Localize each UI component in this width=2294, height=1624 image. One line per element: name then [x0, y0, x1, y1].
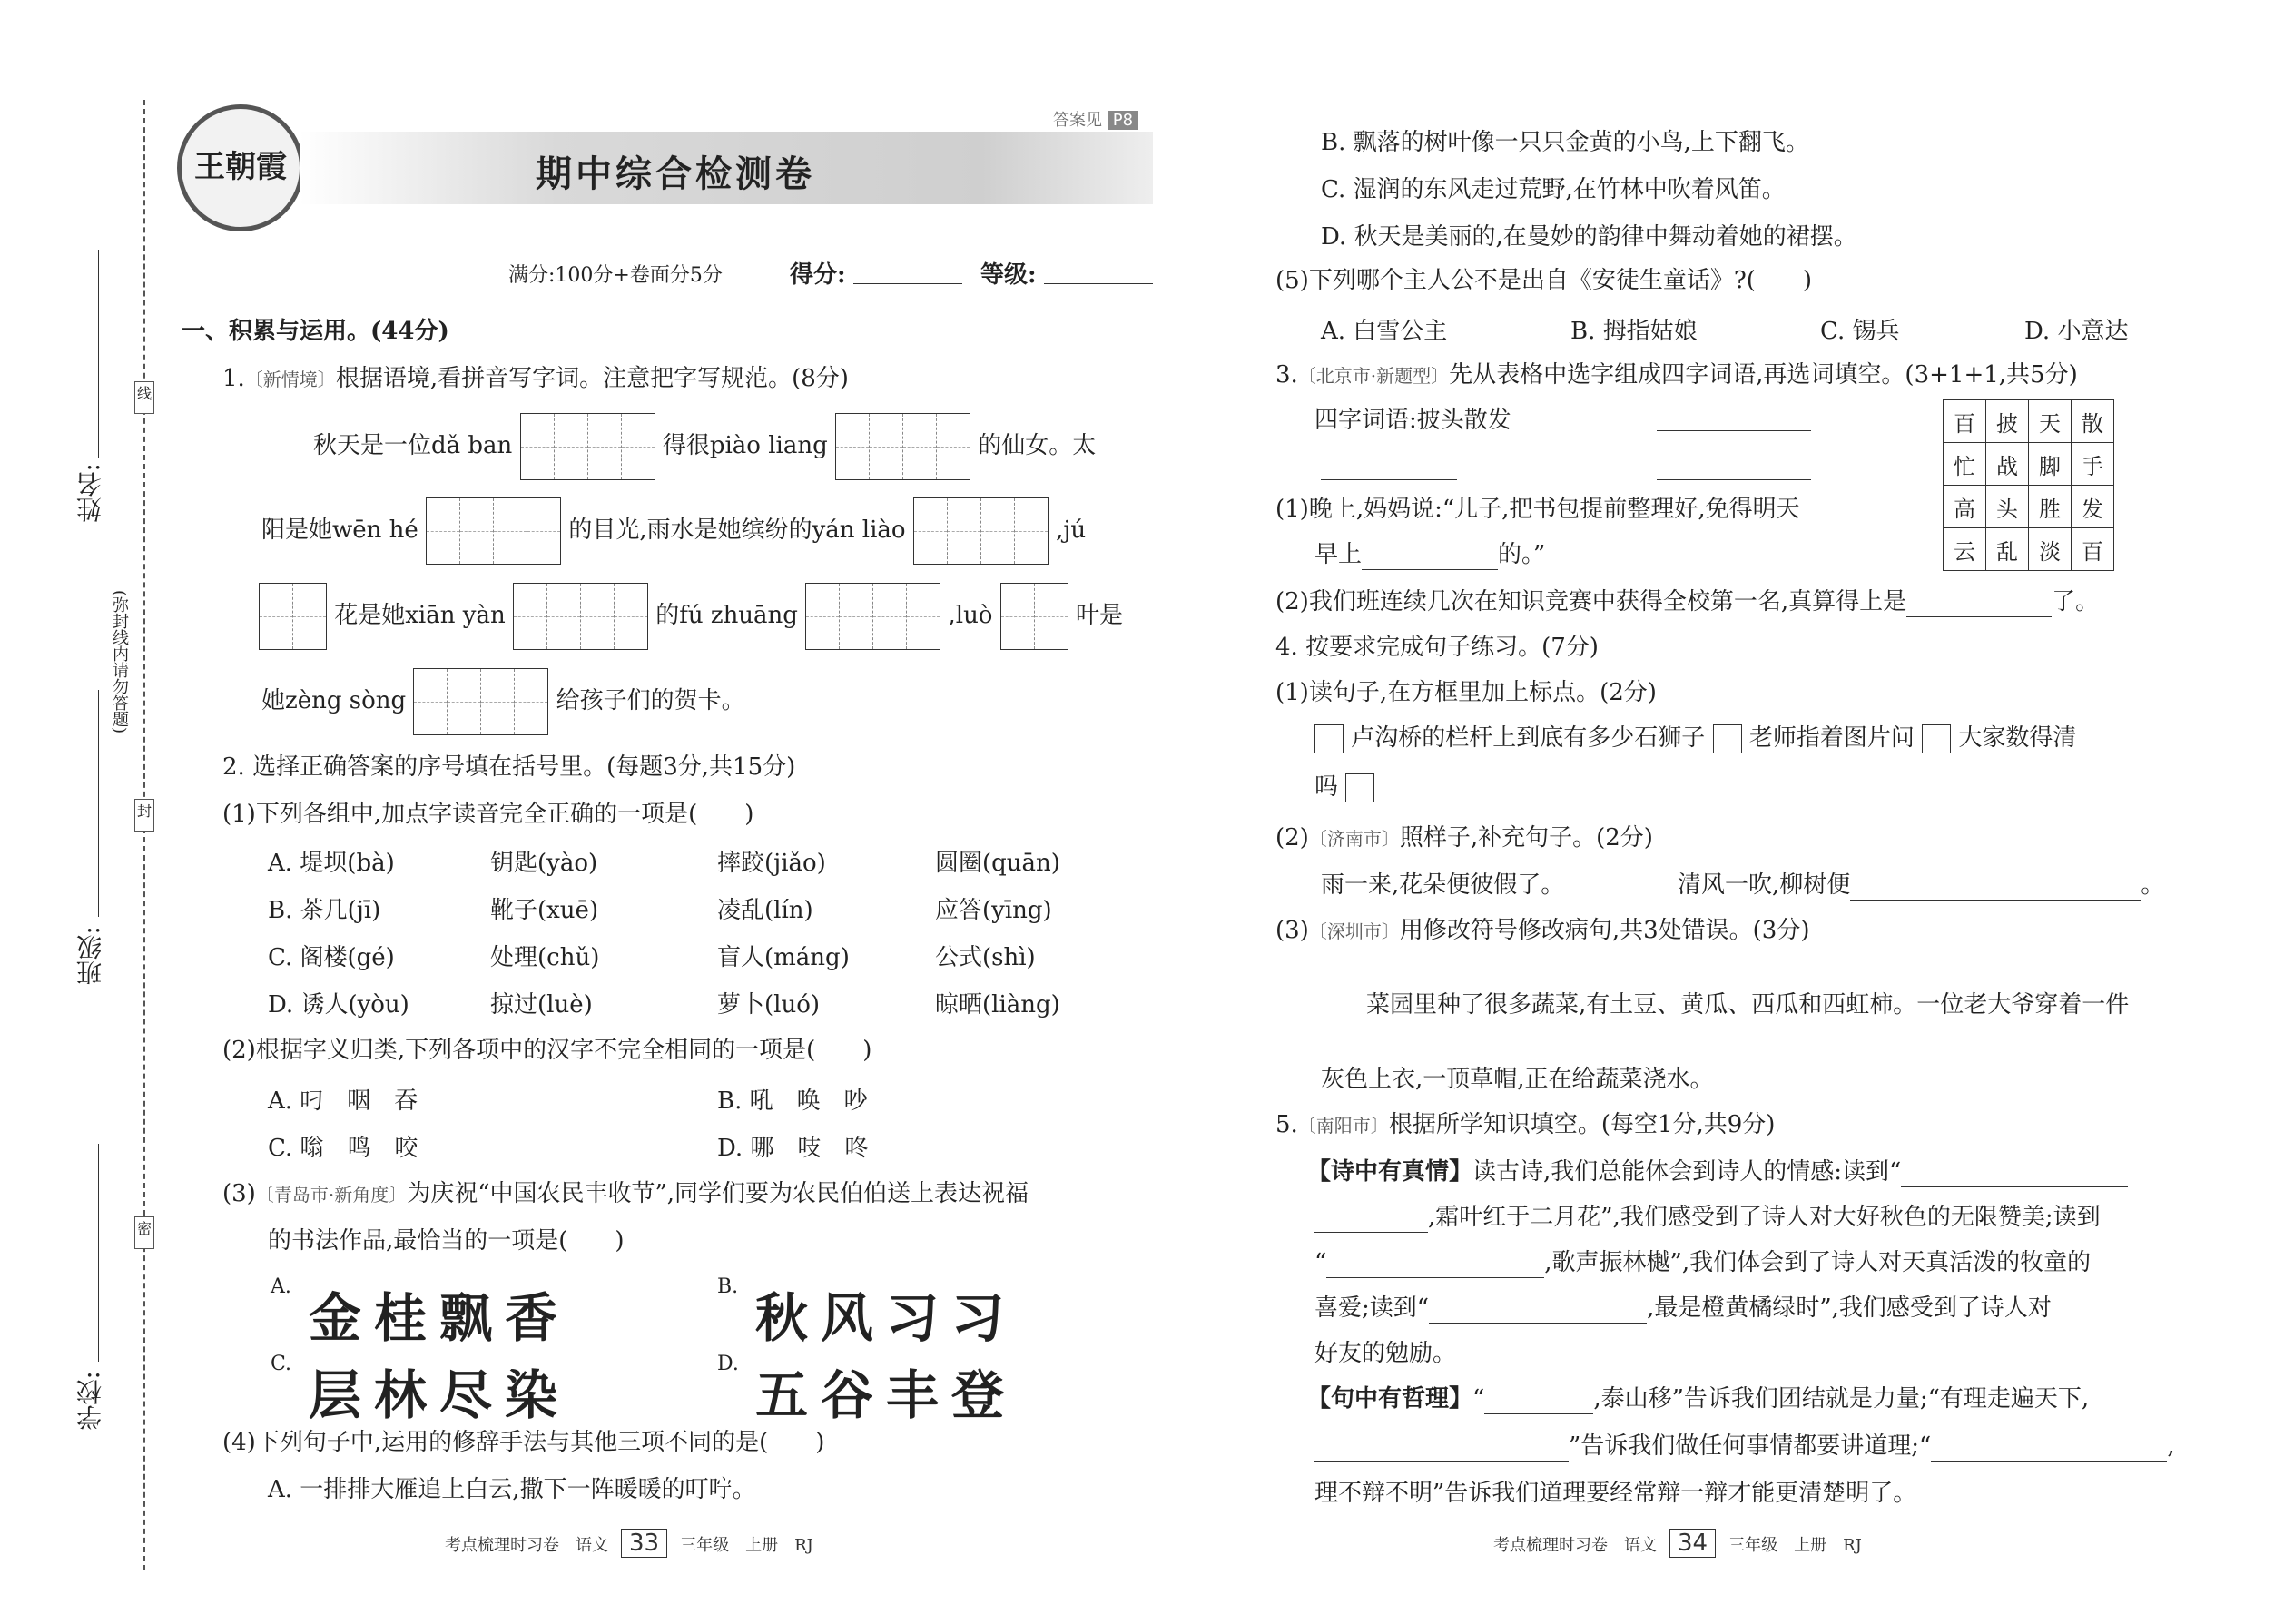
char-cell: 淡 — [2029, 528, 2072, 571]
q2-p1-a2: 钥匙(yào) — [490, 850, 598, 877]
brand-logo — [177, 104, 304, 231]
calli-label-a: A. — [271, 1275, 291, 1298]
char-cell: 脚 — [2029, 443, 2072, 486]
q3-s1-blank[interactable] — [1362, 546, 1498, 570]
char-cell: 头 — [1986, 486, 2029, 528]
q2-p3-tag: 〔青岛市·新角度〕 — [255, 1184, 408, 1206]
q5-blank-3[interactable] — [1429, 1299, 1647, 1324]
q5-line-6: 【句中有哲理】“ ,泰山移”告诉我们团结就是力量;“有理走遍天下, — [1307, 1385, 2090, 1412]
calli-option-d: 五谷丰登 — [755, 1364, 1018, 1426]
q2-p1-c2: 处理(chǔ) — [490, 944, 600, 971]
q2-p4-c: C. 湿润的东风走过荒野,在竹林中吹着风笛。 — [1321, 176, 1786, 203]
q2-p1-d4: 晾晒(liàng) — [935, 991, 1060, 1019]
q2-heading: 2. 选择正确答案的序号填在括号里。(每题3分,共15分) — [222, 753, 796, 781]
score-field[interactable] — [853, 283, 962, 284]
pinyin-box-piaoliang[interactable] — [835, 413, 970, 480]
calli-label-d: D. — [717, 1353, 739, 1375]
calli-label-c: C. — [271, 1353, 292, 1375]
char-cell: 高 — [1944, 486, 1986, 528]
name-label: 姓名: — [75, 463, 105, 523]
q2-p3-cont: 的书法作品,最恰当的一项是( ) — [268, 1227, 625, 1255]
q2-p1-c1: C. 阁楼(gé) — [268, 944, 395, 971]
q5-blank-4[interactable] — [1484, 1390, 1593, 1414]
q2-p2-c: C. 嗡 鸣 咬 — [268, 1135, 418, 1162]
binding-mark-seal: 封 — [134, 799, 154, 832]
class-label: 班级: — [75, 926, 105, 986]
q2-p4-b: B. 飘落的树叶像一只只金黄的小鸟,上下翻飞。 — [1321, 129, 1809, 156]
q5-blank-2[interactable] — [1326, 1254, 1544, 1278]
pinyin-box-luo[interactable] — [1000, 583, 1068, 650]
q2-p5-a: A. 白雪公主 — [1321, 318, 1448, 345]
q3-s2-blank[interactable] — [1906, 593, 2052, 617]
q2-p5: (5)下列哪个主人公不是出自《安徒生童话》?( ) — [1275, 267, 1813, 294]
q5-line-8: 理不辩不明”告诉我们道理要经常辩一辩才能更清楚明了。 — [1314, 1480, 1917, 1507]
binding-mark-line: 线 — [134, 381, 154, 414]
footer-right: 考点梳理时习卷 语文 34 三年级 上册 RJ — [1493, 1530, 1862, 1557]
q3-word-blank-3[interactable] — [1321, 479, 1457, 480]
q2-p1-a4: 圆圈(quān) — [935, 850, 1060, 877]
pinyin-box-wenhe[interactable] — [426, 497, 561, 565]
seal-note: (弥封线内请勿答题) — [110, 590, 129, 734]
q3-example: 四字词语:披头散发 — [1314, 407, 1511, 434]
grade-label: 等级: — [980, 261, 1037, 289]
q4-s3-tag: 〔深圳市〕 — [1308, 920, 1400, 942]
q2-p1-d3: 萝卜(luó) — [717, 991, 821, 1019]
q1-line-4: 她zèng sòng 给孩子们的贺卡。 — [261, 668, 745, 735]
char-cell: 百 — [1944, 400, 1986, 443]
char-cell: 散 — [2072, 400, 2114, 443]
q2-p5-b: B. 拇指姑娘 — [1570, 318, 1698, 345]
q5-line-7: ”告诉我们做任何事情都要讲道理;“ , — [1314, 1431, 2175, 1462]
q2-p1-b1: B. 茶几(jī) — [268, 897, 381, 924]
q2-p4-d: D. 秋天是美丽的,在曼妙的韵律中舞动着她的裙摆。 — [1321, 223, 1857, 251]
q2-p1-a1: A. 堤坝(bà) — [268, 850, 395, 877]
q2-p2-b: B. 吼 唤 吵 — [717, 1088, 868, 1115]
q4-s1: (1)读句子,在方框里加上标点。(2分) — [1275, 679, 1657, 706]
q2-p4: (4)下列句子中,运用的修辞手法与其他三项不同的是( ) — [222, 1429, 825, 1456]
q4-heading: 4. 按要求完成句子练习。(7分) — [1275, 634, 1599, 661]
q4-s2-tag: 〔济南市〕 — [1308, 828, 1400, 850]
q5-philo-label: 【句中有哲理】 — [1307, 1385, 1473, 1412]
q1-tag: 〔新情境〕 — [244, 369, 336, 390]
q3-char-table — [1943, 399, 2114, 571]
q5-blank-1[interactable] — [1901, 1163, 2128, 1187]
q2-p1-d2: 掠过(luè) — [490, 991, 593, 1019]
q3-word-blank-1[interactable] — [1657, 430, 1811, 431]
q2-p3: (3)〔青岛市·新角度〕为庆祝“中国农民丰收节”,同学们要为农民伯伯送上表达祝福 — [222, 1180, 1029, 1207]
q3-s2: (2)我们班连续几次在知识竞赛中获得全校第一名,真算得上是 了。 — [1275, 588, 2100, 615]
q1-line-2: 阳是她wēn hé 的目光,雨水是她缤纷的yán liào ,jú — [261, 497, 1086, 565]
q5-blank-1b[interactable] — [1314, 1208, 1428, 1233]
page-number-left: 33 — [621, 1529, 667, 1558]
q4-s2: (2)〔济南市〕照样子,补充句子。(2分) — [1275, 824, 1653, 851]
q4-s2-task: 清风一吹,柳树便 。 — [1678, 871, 2165, 899]
char-cell: 胜 — [2029, 486, 2072, 528]
q2-p2-d: D. 哪 吱 咚 — [717, 1135, 869, 1162]
q2-p1-b3: 凌乱(lín) — [717, 897, 813, 924]
q4-s2-example: 雨一来,花朵便彼假了。 — [1321, 871, 1565, 899]
q4-s1-sentence-cont: 吗 — [1314, 772, 1374, 802]
punct-box-1[interactable] — [1314, 724, 1344, 753]
pinyin-box-ju[interactable] — [259, 583, 327, 650]
pinyin-box-fuzhuang[interactable] — [805, 583, 940, 650]
calli-option-b: 秋风习习 — [755, 1287, 1018, 1349]
q2-p1-d1: D. 诱人(yòu) — [268, 991, 409, 1019]
score-info: 满分:100分+卷面分5分 — [508, 264, 723, 287]
q2-p4-a: A. 一排排大雁追上白云,撒下一阵暖暖的叮咛。 — [268, 1476, 756, 1503]
q3-heading: 3.〔北京市·新题型〕先从表格中选字组成四字词语,再选词填空。(3+1+1,共5分) — [1275, 361, 2078, 389]
q5-blank-6[interactable] — [1931, 1437, 2167, 1462]
q2-p1-b2: 靴子(xuē) — [490, 897, 599, 924]
pinyin-box-daban[interactable] — [520, 413, 655, 480]
calli-label-b: B. — [717, 1275, 739, 1298]
name-field[interactable] — [98, 250, 99, 458]
calli-option-c: 层林尽染 — [309, 1364, 571, 1426]
q2-p1-b4: 应答(yīng) — [935, 897, 1052, 924]
char-cell: 云 — [1944, 528, 1986, 571]
char-cell: 忙 — [1944, 443, 1986, 486]
school-label: 学校: — [75, 1371, 105, 1431]
q4-s3-passage-1: 菜园里种了很多蔬菜,有土豆、黄瓜、西瓜和西虹柿。一位老大爷穿着一件 — [1366, 991, 2130, 1019]
q3-s1: (1)晚上,妈妈说:“儿子,把书包提前整理好,免得明天 — [1275, 496, 1800, 523]
pinyin-box-xianyan[interactable] — [513, 583, 648, 650]
q5-poem-label: 【诗中有真情】 — [1307, 1158, 1473, 1186]
punct-box-2[interactable] — [1713, 724, 1742, 753]
school-field[interactable] — [98, 1144, 99, 1362]
q1-line-3: 花是她xiān yàn 的fú zhuāng ,luò 叶是 — [259, 583, 1123, 650]
q5-line-3: “ ,歌声振林樾”,我们体会到了诗人对天真活泼的牧童的 — [1314, 1249, 2092, 1276]
q5-heading: 5.〔南阳市〕根据所学知识填空。(每空1分,共9分) — [1275, 1111, 1776, 1138]
q5-tag: 〔南阳市〕 — [1297, 1115, 1389, 1137]
answer-ref: 答案见 P8 — [1053, 107, 1138, 131]
q5-line-1: 【诗中有真情】读古诗,我们总能体会到诗人的情感:读到“ — [1307, 1156, 2128, 1187]
section-1-heading: 一、积累与运用。(44分) — [182, 318, 449, 345]
page-title: 期中综合检测卷 — [536, 153, 815, 195]
char-cell: 天 — [2029, 400, 2072, 443]
char-cell: 乱 — [1986, 528, 2029, 571]
q4-s3-passage-2: 灰色上衣,一顶草帽,正在给蔬菜浇水。 — [1321, 1066, 1714, 1093]
q4-s3: (3)〔深圳市〕用修改符号修改病句,共3处错误。(3分) — [1275, 917, 1810, 944]
binding-mark-secret: 密 — [134, 1216, 154, 1249]
punct-box-3[interactable] — [1922, 724, 1951, 753]
q2-p5-c: C. 锡兵 — [1820, 318, 1900, 345]
q2-p5-d: D. 小意达 — [2024, 318, 2129, 345]
brand-logo-text: 王朝霞 — [194, 149, 287, 185]
calli-option-a: 金桂飘香 — [309, 1287, 571, 1349]
q2-p1-a3: 摔跤(jiǎo) — [717, 850, 826, 877]
q5-blank-5[interactable] — [1314, 1437, 1569, 1462]
char-cell: 手 — [2072, 443, 2114, 486]
q3-s1-cont: 早上 的。” — [1314, 541, 1546, 568]
pinyin-box-yanliao[interactable] — [913, 497, 1049, 565]
class-field[interactable] — [98, 690, 99, 917]
binding-line — [143, 100, 145, 1570]
q2-p1-c3: 盲人(máng) — [717, 944, 850, 971]
char-cell: 百 — [2072, 528, 2114, 571]
q1-line-1: 秋天是一位dǎ ban 得很piào liang 的仙女。太 — [313, 413, 1096, 480]
footer-left: 考点梳理时习卷 语文 33 三年级 上册 RJ — [445, 1530, 813, 1557]
q4-s1-sentence: 卢沟桥的栏杆上到底有多少石狮子 老师指着图片问 大家数得清 — [1314, 723, 2076, 753]
char-cell: 战 — [1986, 443, 2029, 486]
q2-p2: (2)根据字义归类,下列各项中的汉字不完全相同的一项是( ) — [222, 1037, 872, 1064]
score-label: 得分: — [790, 261, 846, 289]
char-cell: 披 — [1986, 400, 2029, 443]
answer-page-badge: P8 — [1108, 111, 1138, 130]
page-number-right: 34 — [1669, 1529, 1716, 1558]
punct-box-4[interactable] — [1345, 773, 1374, 802]
q2-p1: (1)下列各组中,加点字读音完全正确的一项是( ) — [222, 801, 754, 828]
q1-heading: 1.〔新情境〕根据语境,看拼音写字词。注意把字写规范。(8分) — [222, 365, 849, 392]
q5-line-2: ,霜叶红于二月花”,我们感受到了诗人对大好秋色的无限赞美;读到 — [1314, 1202, 2101, 1233]
q4-s2-blank[interactable] — [1850, 876, 2141, 901]
q2-p1-c4: 公式(shì) — [935, 944, 1036, 971]
pinyin-box-zengsong[interactable] — [413, 668, 548, 735]
char-cell: 发 — [2072, 486, 2114, 528]
q5-line-5: 好友的勉励。 — [1314, 1340, 1457, 1367]
q5-line-4: 喜爱;读到“ ,最是橙黄橘绿时”,我们感受到了诗人对 — [1314, 1294, 2052, 1322]
q3-tag: 〔北京市·新题型〕 — [1297, 365, 1450, 387]
q2-p2-a: A. 叼 咽 吞 — [268, 1088, 418, 1115]
grade-field[interactable] — [1044, 283, 1153, 284]
q3-word-blank-2[interactable] — [1657, 479, 1811, 480]
